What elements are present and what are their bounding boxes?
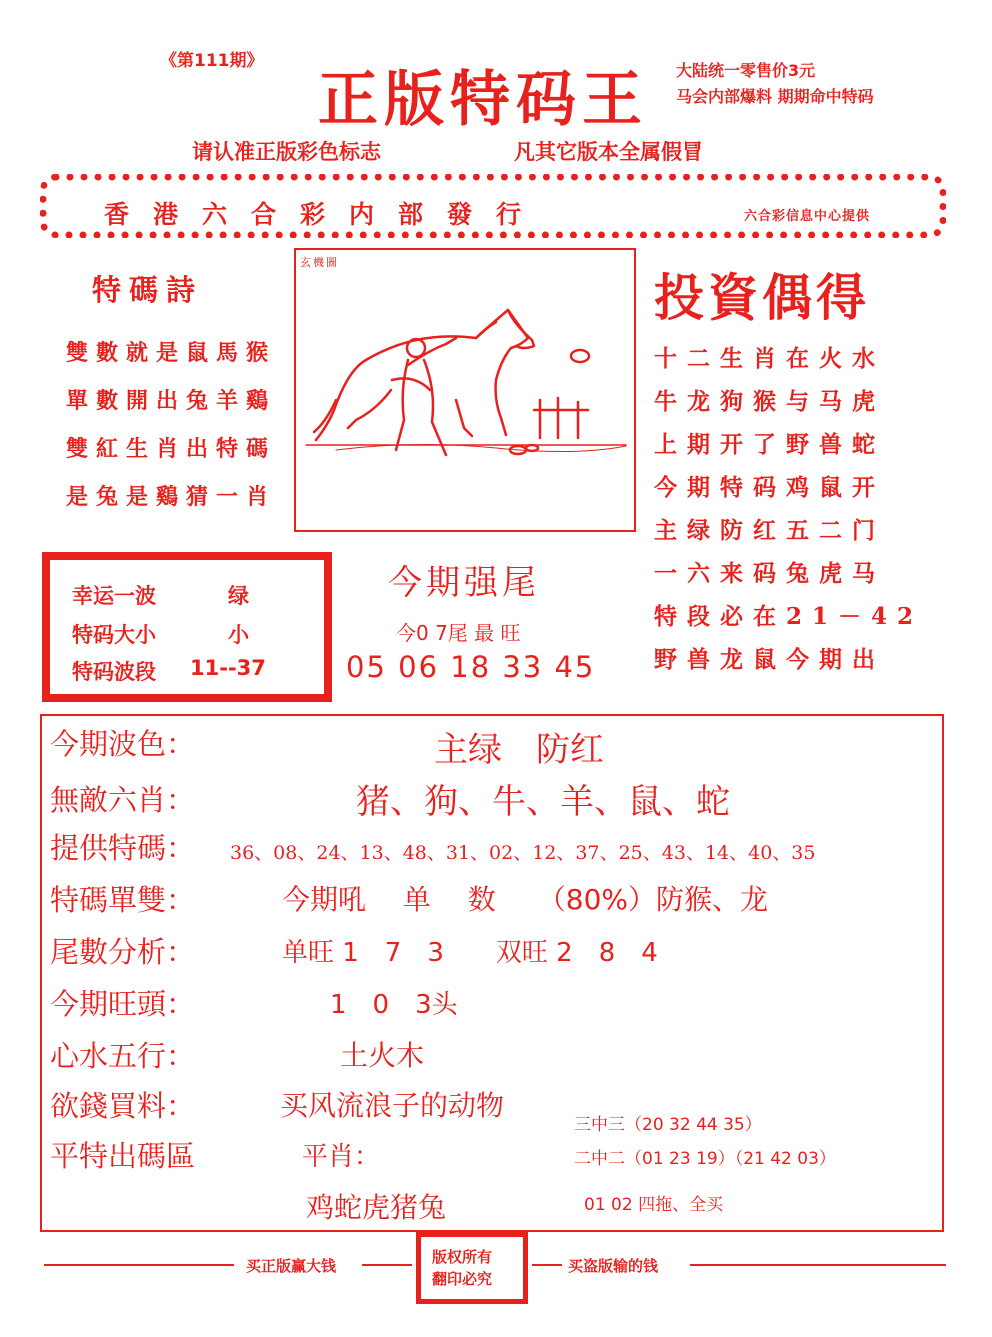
row-value-special-numbers: 36、08、24、13、48、31、02、12、37、25、43、14、40、35 [230,842,816,864]
strong-tail-numbers: 05 06 18 33 45 [346,650,596,684]
footer-left-text: 买正版赢大钱 [246,1257,337,1275]
row-label-five-elements: 心水五行： [50,1039,196,1073]
row-label-six-zodiac: 無敵六肖： [50,783,196,817]
illustration-seal: 玄機圖 [300,256,339,269]
four-drag-note: 01 02 四拖、全买 [584,1195,724,1215]
invest-line-7: 特段必在21－42 [654,603,924,630]
strong-tail-note: 今0 7尾 最 旺 [396,621,521,645]
footer-rule-mid-right [532,1264,562,1266]
lucky-row-value-2: 小 [228,623,249,647]
row-label-odd-even: 特碼單雙： [50,883,196,917]
copyright-line-2: 翻印必究 [432,1270,493,1288]
lucky-row-label-3: 特码波段 [72,660,156,684]
footer-rule-mid-left [362,1264,412,1266]
footer-rule-left [44,1264,234,1266]
invest-line-1: 十二生肖在火水 [654,345,885,372]
row-value-pt-zone: 平肖： [302,1142,381,1172]
page-title: 正版特码王 [318,65,648,135]
row-value-buy-hint: 买风流浪子的动物 [280,1089,505,1122]
er-zhong-er: 二中二（01 23 19）（21 42 03） [574,1149,836,1169]
issue-number: 《第111期》 [160,51,264,71]
strong-tail-title: 今期强尾 [388,563,540,603]
price-note: 大陆统一零售价3元 [676,61,816,80]
invest-line-3: 上期开了野兽蛇 [654,431,885,458]
copyright-line-1: 版权所有 [432,1248,493,1266]
poem-title: 特碼詩 [92,273,204,307]
horse-illustration [294,248,636,532]
san-zhong-san: 三中三（20 32 44 35） [574,1115,762,1135]
row-value-hot-head: 1 0 3头 [330,990,458,1020]
lucky-row-label-2: 特码大小 [72,623,156,647]
invest-line-6: 一六来码兔虎马 [654,560,885,587]
lucky-row-value-3: 11--37 [190,656,266,680]
banner-main-text: 香港六合彩内部發行 [104,200,546,229]
row-label-pt-zone: 平特出碼區 [50,1139,196,1173]
poem-line-3: 雙紅生肖出特碼 [66,436,277,462]
poem-line-1: 雙數就是鼠馬猴 [66,340,277,366]
invest-title: 投資偶得 [654,268,870,327]
row-value-odd-even: 今期吼 单 数 （80%）防猴、龙 [282,883,769,916]
poem-line-2: 單數開出兔羊鷄 [66,388,277,414]
row-value-tail-analysis: 单旺 1 7 3 双旺 2 8 4 [282,938,658,968]
lucky-row-label-1: 幸运一波 [72,584,156,608]
footer-right-text: 买盗版输的钱 [568,1257,659,1275]
row-value-five-elements: 土火木 [340,1039,425,1072]
pt-zodiacs: 鸡蛇虎猪兔 [306,1191,447,1224]
row-label-wave-color: 今期波色： [50,727,196,761]
invest-line-2: 牛龙狗猴与马虎 [654,388,885,415]
invest-line-4: 今期特码鸡鼠开 [654,474,885,501]
row-value-wave-color: 主绿 防红 [434,730,604,770]
row-label-hot-head: 今期旺頭： [50,987,196,1021]
invest-line-8: 野兽龙鼠今期出 [654,646,885,673]
authentic-note-a: 请认准正版彩色标志 [192,140,381,164]
row-label-buy-hint: 欲錢買料： [50,1089,196,1123]
poem-line-4: 是兔是鷄猜一肖 [66,484,277,510]
horse-drawing [296,250,634,530]
authentic-note-b: 凡其它版本全属假冒 [514,140,703,164]
slogan-note: 马会内部爆料 期期命中特码 [676,87,874,106]
invest-line-5: 主绿防红五二门 [654,517,885,544]
banner-side-text: 六合彩信息中心提供 [744,209,871,224]
row-label-special-numbers: 提供特碼： [50,831,196,865]
row-value-six-zodiac: 猪、狗、牛、羊、鼠、蛇 [356,782,730,822]
lucky-row-value-1: 绿 [228,584,249,608]
row-label-tail-analysis: 尾數分析： [50,935,196,969]
footer-rule-right [690,1264,946,1266]
